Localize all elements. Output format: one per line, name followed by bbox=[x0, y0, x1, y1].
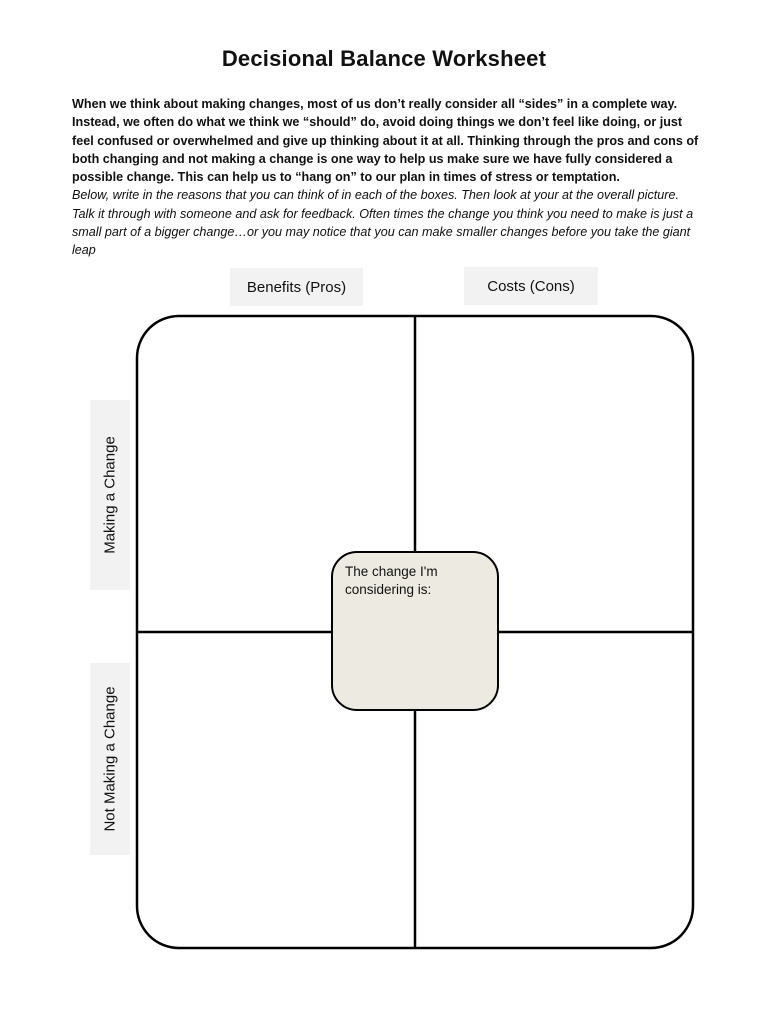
page-title: Decisional Balance Worksheet bbox=[221, 46, 547, 71]
not-making-change-label: Not Making a Change bbox=[101, 686, 119, 832]
instructions-paragraph: Below, write in the reasons that you can think of in each of the boxes. Then look at your at the overall picture. Talk it through with someone and ask for feedback. Often times the change you think you need to make is just a small part of a bigger change…or you may notice that you can make smaller changes before you take the giant leap bbox=[72, 188, 694, 258]
change-considering-box[interactable] bbox=[331, 551, 499, 711]
change-considering-label: The change I'm considering is: bbox=[345, 564, 438, 597]
costs-cons-label: Costs (Cons) bbox=[487, 277, 575, 295]
intro-paragraph: When we think about making changes, most of us don’t really consider all “sides” in a complete way. Instead, we often do what we think we “should” do, avoid doing things we don’t feel like doing, or just feel confused or overwhelmed and give up thinking about it at all. Thinking through the pros and cons of both changing and not making a change is one way to help us make sure we have fully considered a possible change. This can help us to “hang on” to our plan in times of stress or temptation. bbox=[72, 97, 699, 185]
benefits-pros-label: Benefits (Pros) bbox=[246, 278, 347, 296]
making-change-label: Making a Change bbox=[101, 436, 119, 554]
